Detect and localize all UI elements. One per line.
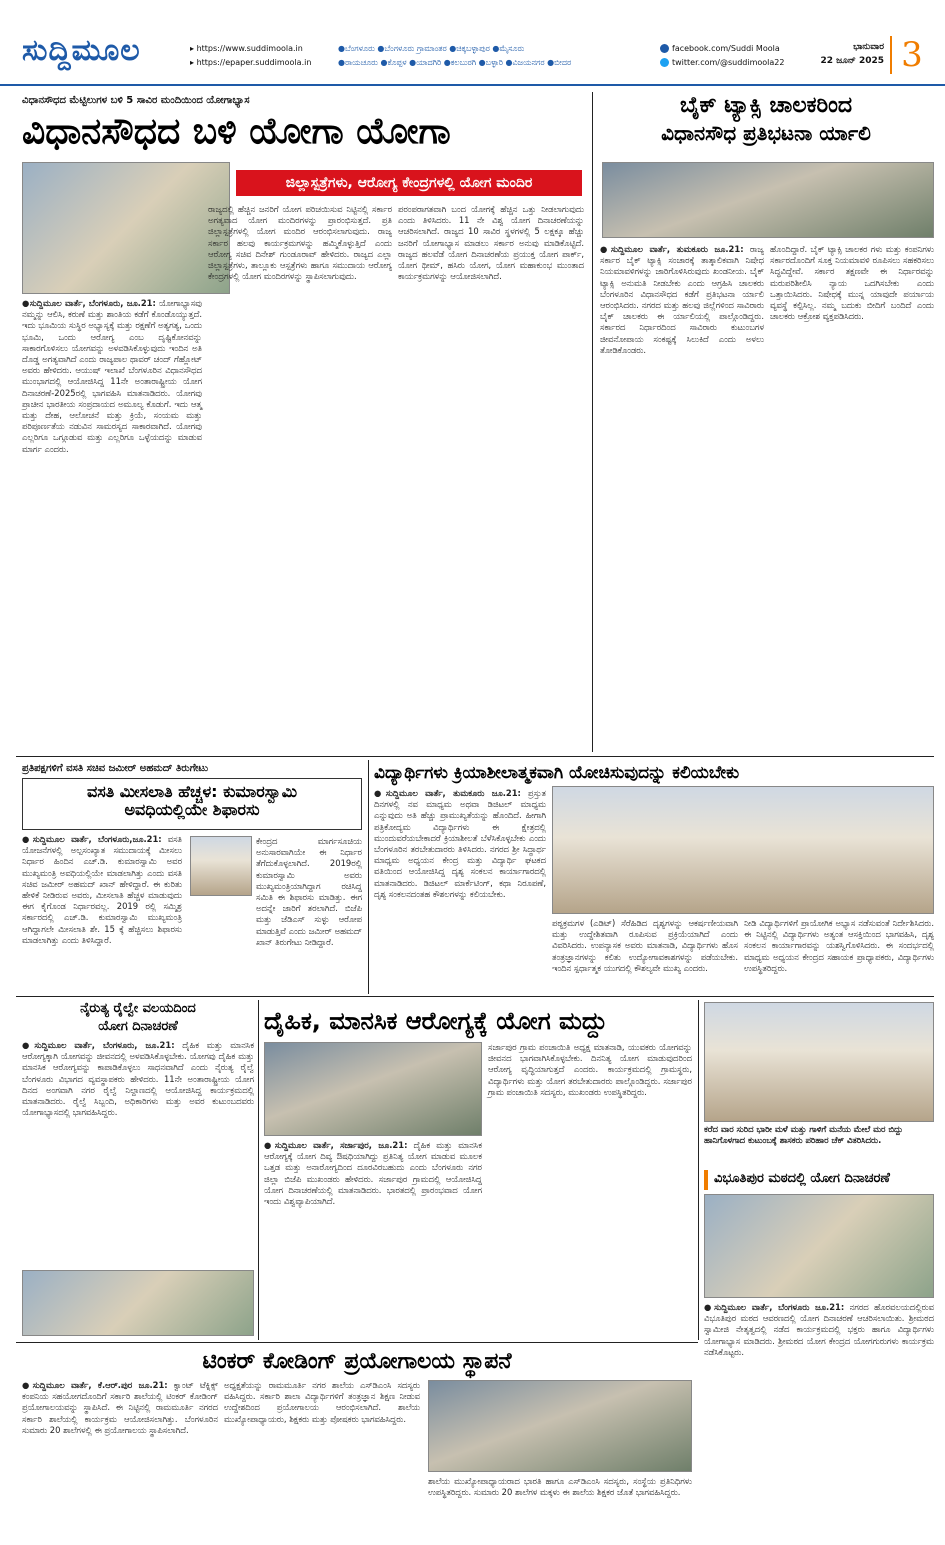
epaper-url[interactable]: https://epaper.suddimoola.in [196,58,312,67]
story6-byline: ●ಸುದ್ದಿಮೂಲ ವಾರ್ತೆ, ಸರ್ಜಾಪುರ, ಜೂ.21: [264,1140,408,1150]
section-divider [16,996,934,997]
story5-body [22,1040,254,1268]
facebook-icon [660,44,669,53]
issue-date-text: 22 ಜೂನ್ 2025 [820,56,884,66]
masthead-urls [190,42,340,70]
cheque-photo-caption: ಕರೆದ ವಾರ ಸುರಿದ ಭಾರೀ ಮಳೆ ಮತ್ತು ಗಾಳಿಗೆ ಮನೆಯ ಮೇಲೆ ಮರ ಬಿದ್ದು ಹಾನಿಗೊಳಗಾದ ಕುಟುಂಬಕ್ಕೆ ಶಾಸಕರು ಪರಿಹಾರ ಚೆಕ್ ವಿತರಿಸಿದರು. [704,1124,903,1145]
story6-headline: ದೈಹಿಕ, ಮಾನಸಿಕ ಆರೋಗ್ಯಕ್ಕೆ ಯೋಗ ಮದ್ದು [264,1007,608,1035]
story7-body-text: ನಗರದ ಹೊರವಲಯದಲ್ಲಿರುವ ವಿಭೂತಿಪುರ ಮಠದ ಆವರಣದಲ್ಲಿ ಯೋಗ ದಿನಾಚರಣೆ ಆಚರಿಸಲಾಯಿತು. ಶ್ರೀಮಠದ ಸ್ವಾಮೀಜಿ ನೇತೃತ್ವದಲ್ಲಿ ನಡೆದ ಕಾರ್ಯಕ್ರಮದಲ್ಲಿ ಭಕ್ತರು ಹಾಗೂ ವಿದ್ಯಾರ್ಥಿಗಳು ಯೋಗಾಭ್ಯಾಸ ಮಾಡಿದರು. ಶ್ರೀಮಠದ ಯೋಗ ಕೇಂದ್ರದ ಯೋಗಗುರುಗಳು ಕಾರ್ಯಕ್ರಮ ನಡೆಸಿಕೊಟ್ಟರು. [704,1302,934,1357]
newspaper-logo: ಸುದ್ದಿಮೂಲ [22,33,141,68]
story3-headline-box [22,778,362,830]
edition-cities [338,42,638,70]
page-number: 3 [890,36,932,74]
story2-col2: ಹೊಂದಿದ್ದಾರೆ. ಬೈಕ್ ಟ್ಯಾಕ್ಸಿ ಚಾಲಕರ ಗಳು ಮತ್ತು ಕಂಪನಿಗಳು ಸರ್ಕಾರದೊಂದಿಗೆ ಸೂಕ್ತ ನಿಯಮಾವಳಿ ರೂಪಿಸಲು ಸಹಕರಿಸಲು ಸಿದ್ಧವಿದ್ದೇವೆ. ಸರ್ಕಾರ ತಕ್ಷಣವೇ ಈ ನಿರ್ಧಾರವನ್ನು ಮರುಪರಿಶೀಲಿಸಿ ನ್ಯಾಯ ಒದಗಿಸಬೇಕು ಎಂದು ಒತ್ತಾಯಿಸಿದರು. ನಿಷೇಧಕ್ಕೆ ಮುನ್ನ ಯಾವುದೇ ಪರ್ಯಾಯ ವ್ಯವಸ್ಥೆ ಕಲ್ಪಿಸಿಲ್ಲ. ನಮ್ಮ ಬದುಕು ಬೀದಿಗೆ ಬಂದಿದೆ ಎಂದು ಚಾಲಕರು ಆಕ್ರೋಶ ವ್ಯಕ್ತಪಡಿಸಿದರು. [770,244,934,322]
cheque-distribution-photo [704,1002,934,1122]
social-links [660,42,810,70]
twitter-icon [660,58,669,67]
story8-byline: ●ಸುದ್ದಿಮೂಲ ವಾರ್ತೆ, ಕೆ.ಆರ್.ಪುರ ಜೂ.21: [22,1380,168,1390]
story1-kicker: ವಿಧಾನಸೌಧದ ಮೆಟ್ಟಿಲುಗಳ ಬಳಿ 5 ಸಾವಿರ ಮಂದಿಯಿಂದ ಯೋಗಾಭ್ಯಾಸ [22,95,250,106]
story3-kicker: ಪ್ರತಿಪಕ್ಷಗಳಿಗೆ ವಸತಿ ಸಚಿವ ಜಮೀರ್ ಅಹಮದ್ ತಿರುಗೇಟು [22,763,209,774]
story1-col2: ರಾಜ್ಯದಲ್ಲಿ ಹೆಚ್ಚಿನ ಜನರಿಗೆ ಯೋಗ ಪರಿಚಯಿಸುವ ನಿಟ್ಟಿನಲ್ಲಿ ಸರ್ಕಾರ ಅಗತ್ಯವಾದ ಯೋಗ ಮಂದಿರಗಳನ್ನು ಪ್ರಾರಂಭಿಸುತ್ತದೆ. ಪ್ರತಿ ಜಿಲ್ಲಾಸ್ಪತ್ರೆಗಳಲ್ಲಿ ಯೋಗ ಮಂದಿರ ಆರಂಭಿಸಲಾಗುವುದು. ರಾಜ್ಯ ಸರ್ಕಾರ ಹಲವು ಕಾರ್ಯಕ್ರಮಗಳನ್ನು ಹಮ್ಮಿಕೊಳ್ಳುತ್ತಿದೆ ಎಂದು ಆರೋಗ್ಯ ಸಚಿವ ದಿನೇಶ್ ಗುಂಡೂರಾವ್ ಹೇಳಿದರು. ರಾಜ್ಯದ ಎಲ್ಲಾ ಜಿಲ್ಲಾಸ್ಪತ್ರೆಗಳು, ತಾಲ್ಲೂಕು ಆಸ್ಪತ್ರೆಗಳು ಹಾಗೂ ಸಮುದಾಯ ಆರೋಗ್ಯ ಕೇಂದ್ರಗಳಲ್ಲಿ ಯೋಗ ಮಂದಿರಗಳನ್ನು ಸ್ಥಾಪಿಸಲಾಗುವುದು. [208,204,392,282]
website-url[interactable]: https://www.suddimoola.in [196,44,303,53]
bike-taxi-protest-photo [602,162,934,238]
column-divider [698,1000,699,1340]
coding-lab-inauguration-photo [428,1380,692,1472]
story3-col1-text: ವಸತಿ ಯೋಜನೆಗಳಲ್ಲಿ ಅಲ್ಪಸಂಖ್ಯಾತ ಸಮುದಾಯಕ್ಕೆ ಮೀಸಲು ನಿರ್ಧಾರ ಹಿಂದಿನ ಎಚ್.ಡಿ. ಕುಮಾರಸ್ವಾಮಿ ಅವರ ಮುಖ್ಯಮಂತ್ರಿ ಅವಧಿಯಲ್ಲಿಯೇ ಮಾಡಲಾಗಿತ್ತು ಎಂದು ವಸತಿ ಸಚಿವ ಜಮೀರ್ ಅಹಮದ್ ಖಾನ್ ಹೇಳಿದ್ದಾರೆ. ಈ ಕುರಿತು ಹೇಳಿಕೆ ನೀಡಿರುವ ಅವರು, ಮೀಸಲಾತಿ ಹೆಚ್ಚಳ ಮಾಡುವುದು ಈಗ ಕೈಗೊಂಡ ನಿರ್ಧಾರವಲ್ಲ. 2019 ರಲ್ಲಿ ಸಮ್ಮಿಶ್ರ ಸರ್ಕಾರದಲ್ಲಿ ಎಚ್.ಡಿ. ಕುಮಾರಸ್ವಾಮಿ ಮುಖ್ಯಮಂತ್ರಿ ಆಗಿದ್ದಾಗಲೇ ಮೀಸಲಾತಿ ಶೇ. 15 ಕ್ಕೆ ಹೆಚ್ಚಿಸಲು ಶಿಫಾರಸು ಮಾಡಲಾಗಿತ್ತು ಎಂದು ತಿಳಿಸಿದ್ದಾರೆ. [22,834,182,945]
story4-headline: ವಿದ್ಯಾರ್ಥಿಗಳು ಕ್ರಿಯಾಶೀಲಾತ್ಮಕವಾಗಿ ಯೋಚಿಸುವುದನ್ನು ಕಲಿಯಬೇಕು [374,763,740,783]
story7-body [704,1302,934,1357]
story2-headline-2: ವಿಧಾನಸೌಧ ಪ್ರತಿಭಟನಾ ರ್ಯಾಲಿ [661,121,871,145]
story4-col2: ಪಠ್ಯಕ್ರಮಗಳ (ಎಡಿಟ್) ಸೆರೆಹಿಡಿದ ದೃಶ್ಯಗಳನ್ನು ಆಕರ್ಷಣೀಯವಾಗಿ ಮತ್ತು ಉದ್ದೇಶಿತವಾಗಿ ರೂಪಿಸುವ ಪ್ರಕ್ರಿಯೆಯಾಗಿದೆ ಎಂದು ವಿವರಿಸಿದರು. ಉಪನ್ಯಾಸಕ ಅವರು ಮಾತನಾಡಿ, ವಿದ್ಯಾರ್ಥಿಗಳು ಹೊಸ ತಂತ್ರಜ್ಞಾನಗಳನ್ನು ಕಲಿತು ಉದ್ಯೋಗಾವಕಾಶಗಳನ್ನು ಪಡೆಯಬೇಕು. ಇಂದಿನ ಸ್ಪರ್ಧಾತ್ಮಕ ಯುಗದಲ್ಲಿ ಕೌಶಲ್ಯವೇ ಮುಖ್ಯ ಎಂದರು. [552,918,738,973]
story7-headline: ವಿಭೂತಿಪುರ ಮಠದಲ್ಲಿ ಯೋಗ ದಿನಾಚರಣೆ [714,1171,890,1186]
story5-byline: ●ಸುದ್ದಿಮೂಲ ವಾರ್ತೆ, ಬೆಂಗಳೂರು, ಜೂ.21: [22,1040,175,1050]
column-divider [368,760,369,994]
story3-col2: ಕೇಂದ್ರದ ಮಾರ್ಗಸೂಚಿಯ ಅನುಸಾರವಾಗಿಯೇ ಈ ನಿರ್ಧಾರ ತೆಗೆದುಕೊಳ್ಳಲಾಗಿದೆ. 2019ರಲ್ಲಿ ಕುಮಾರಸ್ವಾಮಿ ಅವರು ಮುಖ್ಯಮಂತ್ರಿಯಾಗಿದ್ದಾಗ ರಚಿಸಿದ್ದ ಸಮಿತಿ ಈ ಶಿಫಾರಸು ಮಾಡಿತ್ತು. ಈಗ ಅದನ್ನೇ ಜಾರಿಗೆ ತರಲಾಗಿದೆ. ಬಿಜೆಪಿ ಮತ್ತು ಜೆಡಿಎಸ್ ಸುಳ್ಳು ಆರೋಪ ಮಾಡುತ್ತಿವೆ ಎಂದು ಜಮೀರ್ ಅಹಮದ್ ಖಾನ್ ತಿರುಗೇಟು ನೀಡಿದ್ದಾರೆ. [256,836,362,947]
story2-col1 [600,244,764,750]
vibhutipura-yoga-photo [704,1194,934,1298]
globe-icon: ▸ [190,58,197,67]
story8-col3: ಶಾಲೆಯ ಮುಖ್ಯೋಪಾಧ್ಯಾಯರಾದ ಭಾರತಿ ಹಾಗೂ ಎಸ್‌ಡಿಎಂಸಿ ಸದಸ್ಯರು, ಸಂಸ್ಥೆಯ ಪ್ರತಿನಿಧಿಗಳು ಉಪಸ್ಥಿತರಿದ್ದರು. ಸುಮಾರು 20 ಶಾಲೆಗಳ ಮಕ್ಕಳು ಈ ಶಾಲೆಯ ಶಿಕ್ಷಕರ ಜೊತೆ ಭಾಗವಹಿಸಿದ್ದರು. [428,1476,692,1498]
facebook-link[interactable]: facebook.com/Suddi Moola [672,44,780,53]
twitter-link[interactable]: twitter.com/@suddimoola22 [672,58,785,67]
cities-line-1: ●ಬೆಂಗಳೂರು ●ಬೆಂಗಳೂರು ಗ್ರಾಮಾಂತರ ●ಚಿಕ್ಕಬಳ್ಳಾಪುರ ●ಮೈಸೂರು [338,44,525,53]
cities-line-2: ●ರಾಯಚೂರು ●ಕೊಪ್ಪಳ ●ಯಾದಗಿರಿ ●ಕಲಬುರಗಿ ●ಬಳ್ಳಾರಿ ●ವಿಜಯನಗರ ●ಬೀದರ [338,58,572,67]
section-accent [704,1170,708,1190]
story6-col1 [264,1140,482,1336]
story4-byline: ●ಸುದ್ದಿಮೂಲ ವಾರ್ತೆ, ತುಮಕೂರು ಜೂ.21: [374,788,521,798]
column-divider [258,1000,259,1340]
story1-col1-text: ಯೋಗಾಭ್ಯಾಸವು ನಮ್ಮನ್ನು ಆಲಿಸಿ, ಕರುಣೆ ಮತ್ತು ಶಾಂತಿಯ ಕಡೆಗೆ ಕೊಂಡೊಯ್ಯುತ್ತದೆ. ಇದು ಭೂಮಿಯ ಸುಸ್ಥಿರ ಅಭ್ಯಾಸ್ಯಕ್ಕೆ ಮತ್ತು ರಕ್ಷಣೆಗೆ ಅತ್ಯಗತ್ಯ, ಒಂದು ಭೂಮಿ, ಒಂದು ಆರೋಗ್ಯ ಎಂಬ ದೃಷ್ಟಿಕೋನವನ್ನು ಸಾಕಾರಗೊಳಿಸಲು ಯೋಗವನ್ನು ಅಳವಡಿಸಿಕೊಳ್ಳುವುದು ಇಂದಿನ ಅತಿ ದೊಡ್ಡ ಅಗತ್ಯವಾಗಿದೆ ಎಂದು ರಾಜ್ಯಪಾಲ ಥಾವರ್ ಚಂದ್ ಗೆಹ್ಲೋಟ್ ಅವರು ಹೇಳಿದರು. ಆಯುಷ್ ಇಲಾಖೆ ಬೆಂಗಳೂರಿನ ವಿಧಾನಸೌಧದ ಮುಂಭಾಗದಲ್ಲಿ ಆಯೋಜಿಸಿದ್ದ 11ನೇ ಅಂತಾರಾಷ್ಟ್ರೀಯ ಯೋಗ ದಿನಾಚರಣೆ-2025ರಲ್ಲಿ ಭಾಗವಹಿಸಿ ಮಾತನಾಡಿದರು. ಯೋಗವು ಪ್ರಾಚೀನ ಭಾರತೀಯ ಸಂಪ್ರದಾಯದ ಅಮೂಲ್ಯ ಕೊಡುಗೆ. ಇದು ಆತ್ಮ ಮತ್ತು ದೇಹ, ಆಲೋಚನೆ ಮತ್ತು ಕ್ರಿಯೆ, ಸಂಯಮ ಮತ್ತು ಪರಿಪೂರ್ಣತೆಯ ನಡುವಿನ ಸಾಮರಸ್ಯದ ಸಾಕಾರವಾಗಿದೆ. ಯೋಗವು ಎಲ್ಲರಿಗೂ ಒಗ್ಗೂಡುವ ಮತ್ತು ಎಲ್ಲರಿಗೂ ಒಳ್ಳೆಯದನ್ನು ಮಾಡುವ ಮಾರ್ಗ ಎಂದರು. [22,298,202,454]
story5-body-text: ದೈಹಿಕ ಮತ್ತು ಮಾನಸಿಕ ಆರೋಗ್ಯಕ್ಕಾಗಿ ಯೋಗವನ್ನು ಜೀವನದಲ್ಲಿ ಅಳವಡಿಸಿಕೊಳ್ಳಬೇಕು. ಯೋಗವು ದೈಹಿಕ ಮತ್ತು ಮಾನಸಿಕ ಆರೋಗ್ಯವನ್ನು ಕಾಪಾಡಿಕೊಳ್ಳಲು ಸಾಧನವಾಗಿದೆ ಎಂದು ನೈರುತ್ಯ ರೈಲ್ವೆ ಬೆಂಗಳೂರು ವಿಭಾಗದ ವ್ಯವಸ್ಥಾಪಕರು ಹೇಳಿದರು. 11ನೇ ಅಂತಾರಾಷ್ಟ್ರೀಯ ಯೋಗ ದಿನದ ಅಂಗವಾಗಿ ನಗರ ರೈಲ್ವೆ ನಿಲ್ದಾಣದಲ್ಲಿ ಆಯೋಜಿಸಿದ್ದ ಕಾರ್ಯಕ್ರಮದಲ್ಲಿ ಮಾತನಾಡಿದರು. ರೈಲ್ವೆ ಸಿಬ್ಬಂದಿ, ಅಧಿಕಾರಿಗಳು ಮತ್ತು ಅವರ ಕುಟುಂಬದವರು ಯೋಗಾಭ್ಯಾಸದಲ್ಲಿ ಭಾಗವಹಿಸಿದ್ದರು. [22,1040,254,1118]
section-divider [16,1342,698,1343]
story8-headline: ಟಿಂಕರ್ ಕೋಡಿಂಗ್ ಪ್ರಯೋಗಾಲಯ ಸ್ಥಾಪನೆ [202,1349,512,1374]
story7-byline: ●ಸುದ್ದಿಮೂಲ ವಾರ್ತೆ, ಬೆಂಗಳೂರು ಜೂ.21: [704,1302,845,1312]
railway-yoga-photo [22,1270,254,1336]
story6-col2: ಸರ್ಜಾಪುರ ಗ್ರಾಮ ಪಂಚಾಯಿತಿ ಅಧ್ಯಕ್ಷ ಮಾತನಾಡಿ, ಯುವಕರು ಯೋಗವನ್ನು ಜೀವನದ ಭಾಗವಾಗಿಸಿಕೊಳ್ಳಬೇಕು. ದಿನನಿತ್ಯ ಯೋಗ ಮಾಡುವುದರಿಂದ ಆರೋಗ್ಯ ವೃದ್ಧಿಯಾಗುತ್ತದೆ ಎಂದರು. ಕಾರ್ಯಕ್ರಮದಲ್ಲಿ ಗ್ರಾಮಸ್ಥರು, ವಿದ್ಯಾರ್ಥಿಗಳು ಮತ್ತು ಯೋಗ ತರಬೇತುದಾರರು ಪಾಲ್ಗೊಂಡಿದ್ದರು. ಸರ್ಜಾಪುರ ಗ್ರಾಮ ಪಂಚಾಯಿತಿ ಸದಸ್ಯರು, ಮುಖಂಡರು ಉಪಸ್ಥಿತರಿದ್ದರು. [488,1042,692,1097]
story6-col1-text: ದೈಹಿಕ ಮತ್ತು ಮಾನಸಿಕ ಆರೋಗ್ಯಕ್ಕೆ ಯೋಗ ದಿವ್ಯ ಔಷಧಿಯಾಗಿದ್ದು ಪ್ರತಿನಿತ್ಯ ಯೋಗ ಮಾಡುವ ಮೂಲಕ ಒತ್ತಡ ಮತ್ತು ಅನಾರೋಗ್ಯದಿಂದ ದೂರವಿರಬಹುದು ಎಂದು ಬೆಂಗಳೂರು ನಗರ ಜಿಲ್ಲಾ ಬಿಜೆಪಿ ಮುಖಂಡರು ಹೇಳಿದರು. ಸರ್ಜಾಪುರ ಗ್ರಾಮದಲ್ಲಿ ಆಯೋಜಿಸಿದ್ದ ಯೋಗ ದಿನಾಚರಣೆಯಲ್ಲಿ ಮಾತನಾಡಿದರು. ಭಾರತದಲ್ಲಿ ಪ್ರಾರಂಭವಾದ ಯೋಗ ಇಂದು ವಿಶ್ವವ್ಯಾಪಿಯಾಗಿದೆ. [264,1140,482,1207]
story3-headline-1: ವಸತಿ ಮೀಸಲಾತಿ ಹೆಚ್ಚಳ: ಕುಮಾರಸ್ವಾಮಿ [86,782,298,801]
story3-byline: ●ಸುದ್ದಿಮೂಲ ವಾರ್ತೆ, ಬೆಂಗಳೂರು,ಜೂ.21: [22,834,162,844]
story3-headline-2: ಅವಧಿಯಲ್ಲಿಯೇ ಶಿಫಾರಸು [124,799,260,819]
issue-day: ಭಾನುವಾರ [853,42,884,52]
story8-col1 [22,1380,218,1530]
section-divider [16,756,934,757]
story4-col3: ನೀಡಿ ವಿದ್ಯಾರ್ಥಿಗಳಿಗೆ ಪ್ರಾಯೋಗಿಕ ಅಭ್ಯಾಸ ನಡೆಸುವಂತೆ ನಿರ್ದೇಶಿಸಿದರು. ಈ ನಿಟ್ಟಿನಲ್ಲಿ ವಿದ್ಯಾರ್ಥಿಗಳು ಅತ್ಯಂತ ಆಸಕ್ತಿಯಿಂದ ಭಾಗವಹಿಸಿ, ದೃಶ್ಯ ಸಂಕಲನ ಕಾರ್ಯಾಗಾರವನ್ನು ಯಶಸ್ವಿಗೊಳಿಸಿದರು. ಈ ಸಂದರ್ಭದಲ್ಲಿ ಮಾಧ್ಯಮ ಅಧ್ಯಯನ ಕೇಂದ್ರದ ಸಹಾಯಕ ಪ್ರಾಧ್ಯಾಪಕರು, ವಿದ್ಯಾರ್ಥಿಗಳು ಉಪಸ್ಥಿತರಿದ್ದರು. [744,918,934,973]
story4-col1 [374,788,546,990]
masthead [0,0,945,86]
globe-icon: ▸ [190,44,197,53]
story8-col1-text: ಕ್ವಾಂಟ್ ಟೆಕ್ನಿಕ್ಸ್ ಕಂಪನಿಯ ಸಹಯೋಗದೊಂದಿಗೆ ಸರ್ಕಾರಿ ಶಾಲೆಯಲ್ಲಿ ಟಿಂಕರ್ ಕೋಡಿಂಗ್ ಪ್ರಯೋಗಾಲಯವನ್ನು ಸ್ಥಾಪಿಸಿದೆ. ಈ ನಿಟ್ಟಿನಲ್ಲಿ ರಾಮಮೂರ್ತಿ ನಗರದ ಸರ್ಕಾರಿ ಶಾಲೆಯಲ್ಲಿ ಕಾರ್ಯಕ್ರಮ ಆಯೋಜಿಸಲಾಗಿತ್ತು. ಬೆಂಗಳೂರಿನ ಸುಮಾರು 20 ಶಾಲೆಗಳಲ್ಲಿ ಈ ಪ್ರಯೋಗಾಲಯ ಸ್ಥಾಪಿಸಲಾಗಿದೆ. [22,1380,219,1435]
story1-col1 [22,298,202,750]
workshop-students-photo [552,786,934,914]
story4-col1-text: ಪ್ರಸ್ತುತ ದಿನಗಳಲ್ಲಿ ನವ ಮಾಧ್ಯಮ ಅಥವಾ ಡಿಜಿಟಲ್ ಮಾಧ್ಯಮ ಎನ್ನುವುದು ಅತಿ ಹೆಚ್ಚು ಪ್ರಾಮುಖ್ಯತೆಯನ್ನು ಹೊಂದಿದೆ. ಹೀಗಾಗಿ ಪತ್ರಿಕೋದ್ಯಮ ವಿದ್ಯಾರ್ಥಿಗಳು ಈ ಕ್ಷೇತ್ರದಲ್ಲಿ ಮುಂದುವರೆಯಬೇಕಾದರೆ ಕ್ರಿಯಾಶೀಲತೆ ಬೆಳೆಸಿಕೊಳ್ಳಬೇಕು ಎಂದು ಬೆಂಗಳೂರಿನ ತರಬೇತುದಾರರು ತಿಳಿಸಿದರು. ನಗರದ ಶ್ರೀ ಸಿದ್ಧಾರ್ಥ ಮಾಧ್ಯಮ ಅಧ್ಯಯನ ಕೇಂದ್ರ ಮತ್ತು ವಿದ್ಯಾರ್ಥಿ ಘಟಕದ ವತಿಯಿಂದ ಆಯೋಜಿಸಿದ್ದ ದೃಶ್ಯ ಸಂಕಲನ ಕಾರ್ಯಾಗಾರದಲ್ಲಿ ಮಾತನಾಡಿದರು. ಡಿಜಿಟಲ್ ಮಾರ್ಕೆಟಿಂಗ್, ಕಥಾ ನಿರೂಪಣೆ, ದೃಶ್ಯ ಸಂಕಲನದಂತಹ ಕೌಶಲಗಳನ್ನು ಕಲಿಯಬೇಕು. [374,788,546,899]
story1-byline: ●ಸುದ್ದಿಮೂಲ ವಾರ್ತೆ, ಬೆಂಗಳೂರು, ಜೂ.21: [22,298,156,308]
vidhana-soudha-yoga-photo [22,162,230,294]
story1-headline: ವಿಧಾನಸೌಧದ ಬಳಿ ಯೋಗಾ ಯೋಗಾ [22,111,451,152]
story2-headline-1: ಬೈಕ್ ಟ್ಯಾಕ್ಸಿ ಚಾಲಕರಿಂದ [679,93,853,118]
story5-headline-1: ನೈರುತ್ಯ ರೈಲ್ವೇ ವಲಯದಿಂದ [80,1001,196,1016]
story1-subhead: ಜಿಲ್ಲಾಸ್ಪತ್ರೆಗಳು, ಆರೋಗ್ಯ ಕೇಂದ್ರಗಳಲ್ಲಿ ಯೋಗ ಮಂದಿರ [236,170,582,196]
column-divider [592,92,593,752]
story2-col1-text: ರಾಜ್ಯ ಸರ್ಕಾರ ಬೈಕ್ ಟ್ಯಾಕ್ಸಿ ಸಂಚಾರಕ್ಕೆ ತಾತ್ಕಾಲಿಕವಾಗಿ ನಿಷೇಧ ನಿಯಮಾವಳಿಗಳನ್ನು ಜಾರಿಗೊಳಿಸಿರುವುದು ಖಂಡನೀಯ. ಬೈಕ್ ಟ್ಯಾಕ್ಸಿ ಅನುಮತಿ ನೀಡಬೇಕು ಎಂದು ಆಗ್ರಹಿಸಿ ಚಾಲಕರು ಬೆಂಗಳೂರಿನ ವಿಧಾನಸೌಧದ ಕಡೆಗೆ ಪ್ರತಿಭಟನಾ ರ್ಯಾಲಿ ಆರಂಭಿಸಿದರು. ನಗರದ ಮತ್ತು ಹಲವು ಜಿಲ್ಲೆಗಳಿಂದ ಸಾವಿರಾರು ಬೈಕ್ ಚಾಲಕರು ಈ ರ್ಯಾಲಿಯಲ್ಲಿ ಪಾಲ್ಗೊಂಡಿದ್ದರು. ಸರ್ಕಾರದ ನಿರ್ಧಾರದಿಂದ ಸಾವಿರಾರು ಕುಟುಂಬಗಳ ಜೀವನೋಪಾಯ ಸಂಕಷ್ಟಕ್ಕೆ ಸಿಲುಕಿದೆ ಎಂದು ಅಳಲು ತೋಡಿಕೊಂಡರು. [600,244,764,355]
story3-col1 [22,834,182,990]
issue-date [812,40,884,68]
story2-byline: ●ಸುದ್ದಿಮೂಲ ವಾರ್ತೆ, ತುಮಕೂರು ಜೂ.21: [600,244,744,254]
story8-col2: ಅಧ್ಯಕ್ಷತೆಯನ್ನು ರಾಮಮೂರ್ತಿ ನಗರ ಶಾಲೆಯ ಎಸ್‌ಡಿಎಂಸಿ ಸದಸ್ಯರು ವಹಿಸಿದ್ದರು. ಸರ್ಕಾರಿ ಶಾಲಾ ವಿದ್ಯಾರ್ಥಿಗಳಿಗೆ ತಂತ್ರಜ್ಞಾನ ಶಿಕ್ಷಣ ನೀಡುವ ಉದ್ದೇಶದಿಂದ ಪ್ರಯೋಗಾಲಯ ಆರಂಭಿಸಲಾಗಿದೆ. ಶಾಲೆಯ ಮುಖ್ಯೋಪಾಧ್ಯಾಯರು, ಶಿಕ್ಷಕರು ಮತ್ತು ಪೋಷಕರು ಭಾಗವಹಿಸಿದ್ದರು. [224,1380,420,1424]
story1-col3: ಪರಂಪರಾಗತವಾಗಿ ಬಂದ ಯೋಗಕ್ಕೆ ಹೆಚ್ಚಿನ ಒತ್ತು ನೀಡಲಾಗುವುದು ಎಂದು ತಿಳಿಸಿದರು. 11 ನೇ ವಿಶ್ವ ಯೋಗ ದಿನಾಚರಣೆಯನ್ನು ಆಚರಿಸಲಾಗಿದೆ. ರಾಜ್ಯದ 10 ಸಾವಿರ ಸ್ಥಳಗಳಲ್ಲಿ 5 ಲಕ್ಷಕ್ಕೂ ಹೆಚ್ಚು ಜನರಿಗೆ ಯೋಗಾಭ್ಯಾಸ ಮಾಡಲು ಸರ್ಕಾರ ಅನುವು ಮಾಡಿಕೊಟ್ಟಿದೆ. ರಾಜ್ಯದ ಹಲವೆಡೆ ಯೋಗ ದಿನಾಚರಣೆಯ ಪ್ರಯುಕ್ತ ಯೋಗ ಪಾರ್ಕ್, ಯೋಗ ಥೀಮ್, ಹಸಿರು ಯೋಗ, ಯೋಗ ಮಹಾಕುಂಭ ಮುಂತಾದ ಕಾರ್ಯಕ್ರಮಗಳನ್ನು ಆಯೋಜಿಸಲಾಗಿದೆ. [398,204,584,282]
minister-portrait-photo [190,836,252,896]
sarjapura-yoga-group-photo [264,1042,482,1136]
story5-headline-2: ಯೋಗ ದಿನಾಚರಣೆ [98,1019,178,1034]
